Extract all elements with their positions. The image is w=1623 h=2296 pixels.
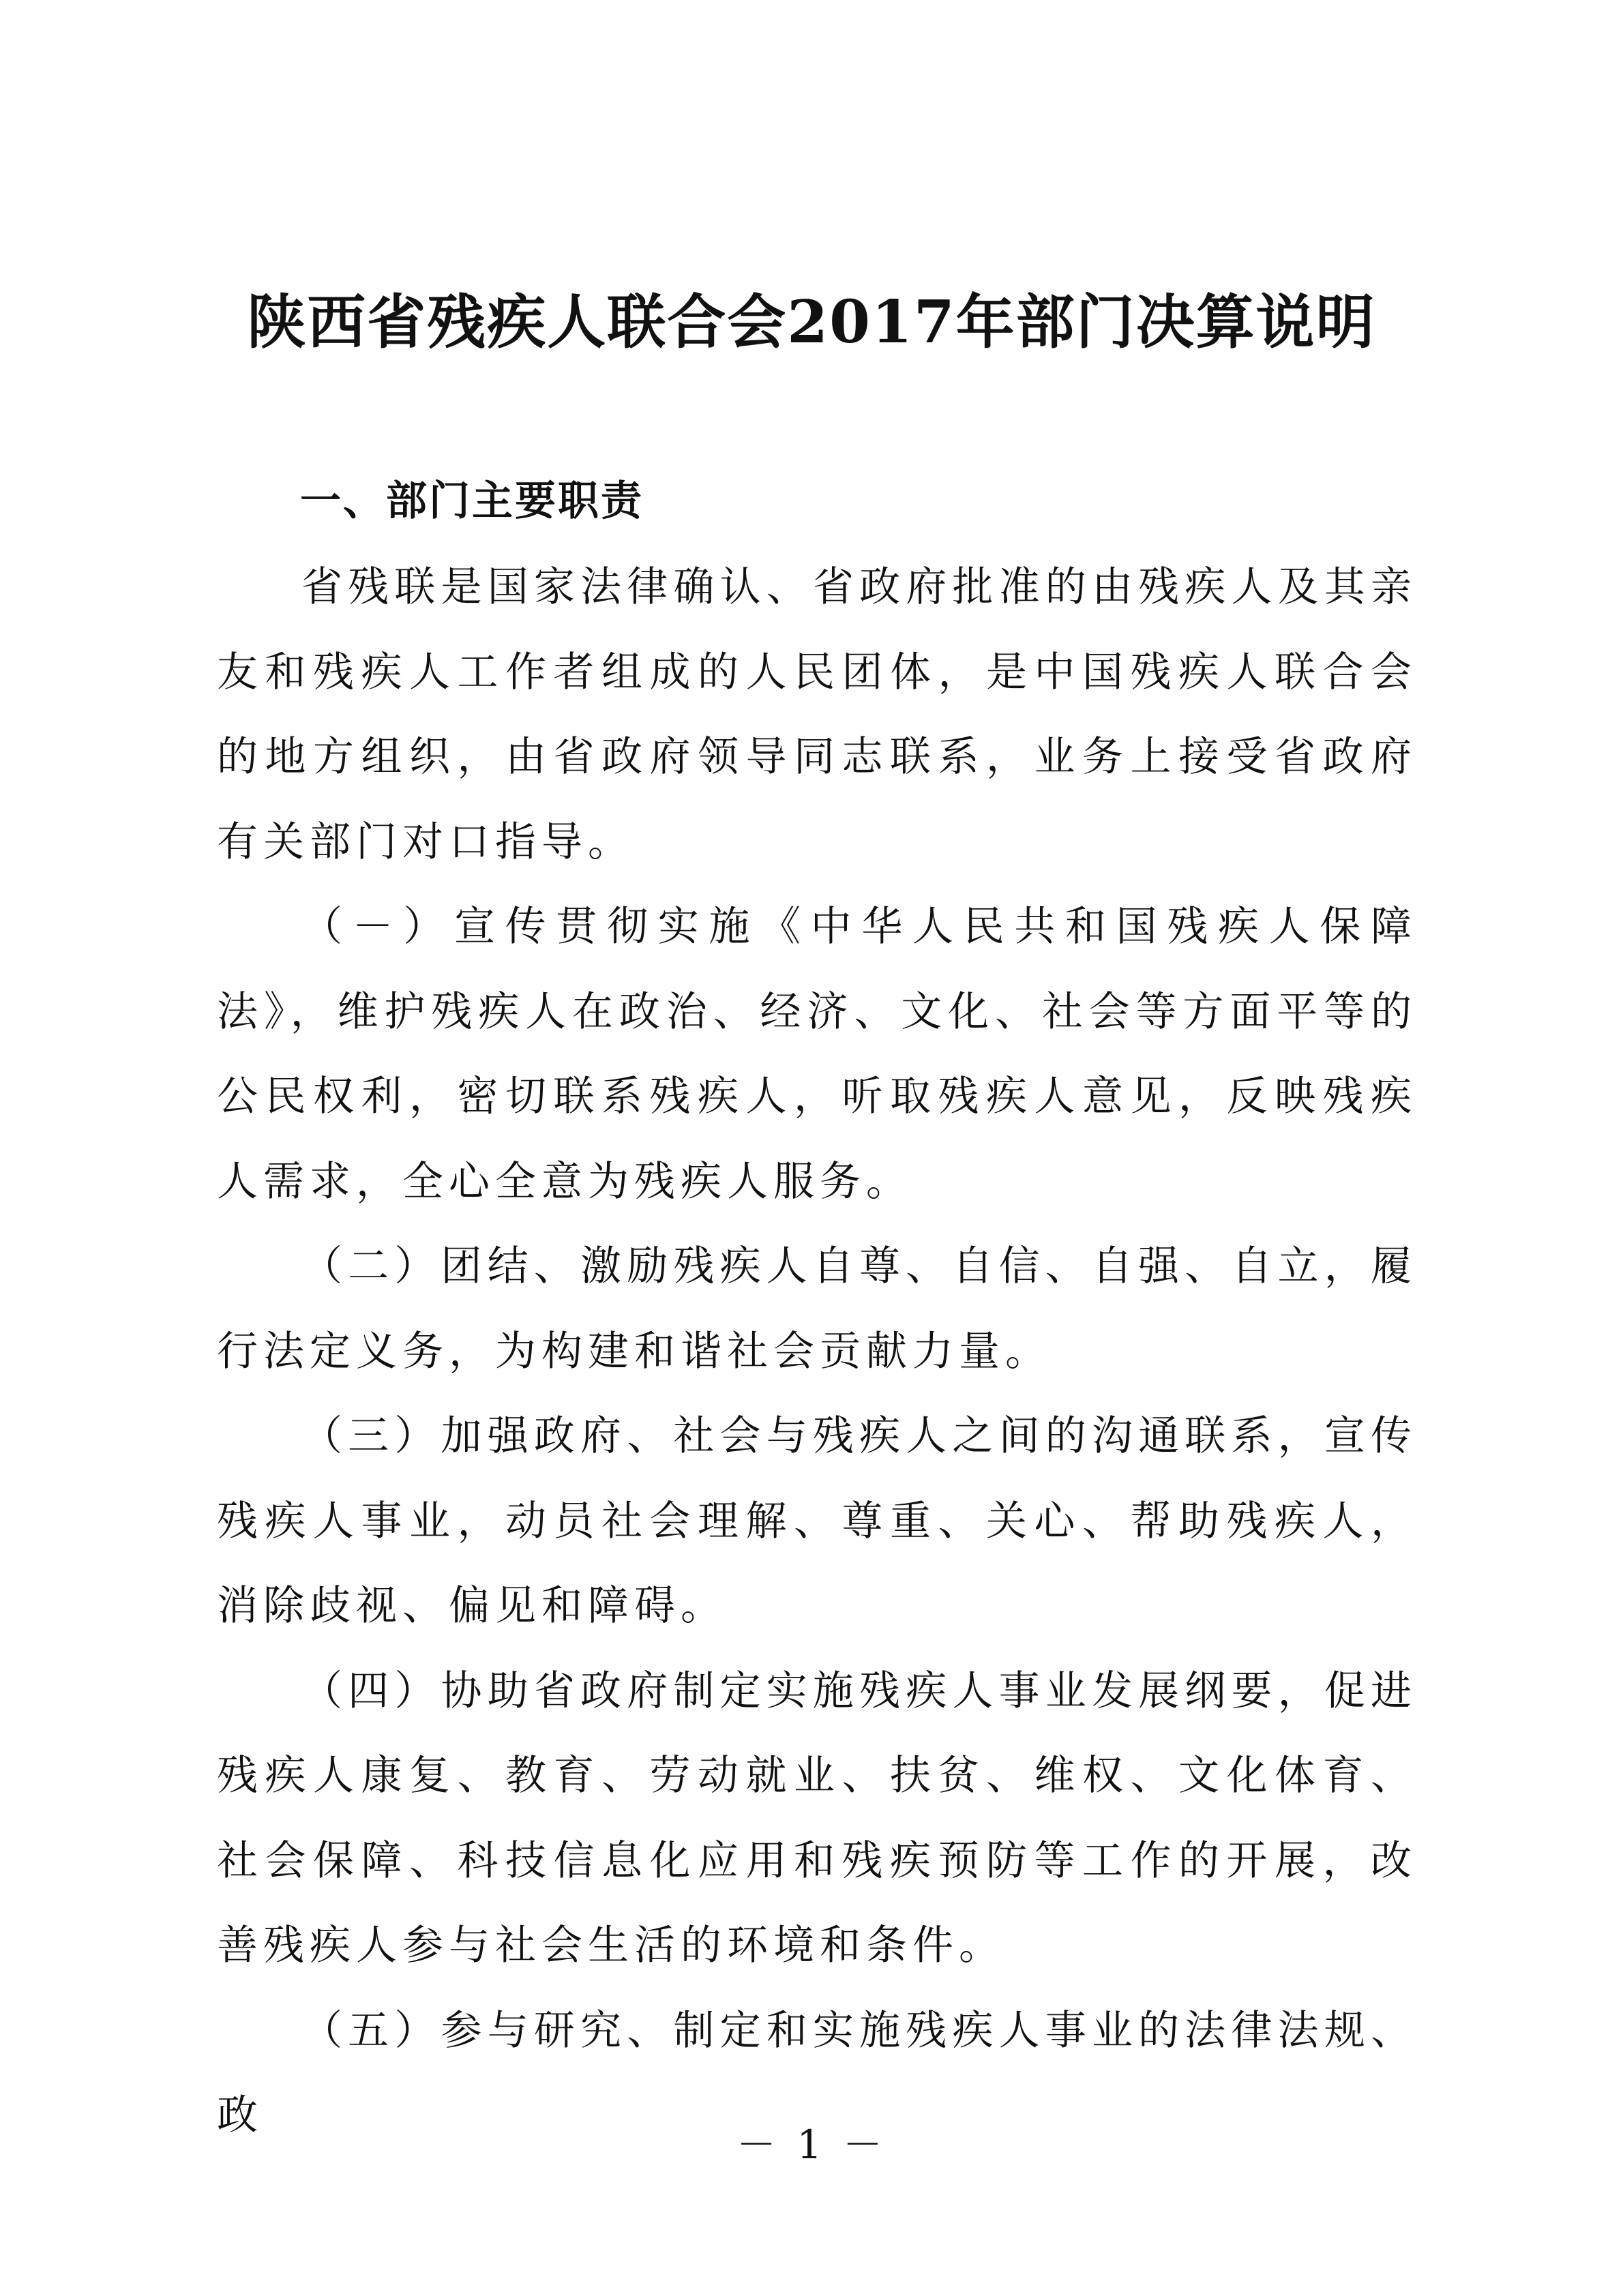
paragraph-duty-3: （三）加强政府、社会与残疾人之间的沟通联系，宣传残疾人事业，动员社会理解、尊重、关心、帮助残疾人，消除歧视、偏见和障碍。: [217, 1412, 1417, 1630]
body-text: [217, 545, 1417, 2158]
section-heading: 一、部门主要职责: [300, 477, 644, 525]
paragraph-intro: 省残联是国家法律确认、省政府批准的由残疾人及其亲友和残疾人工作者组成的人民团体，是中国残疾人联合会的地方组织，由省政府领导同志联系，业务上接受省政府有关部门对口指导。: [217, 563, 1417, 866]
paragraph-duty-5: （五）参与研究、制定和实施残疾人事业的法律法规、政: [217, 2006, 1417, 2139]
paragraph-duty-1: （－）宣传贯彻实施《中华人民共和国残疾人保障法》，维护残疾人在政治、经济、文化、社会等方面平等的公民权利，密切联系残疾人，听取残疾人意见，反映残疾人需求，全心全意为残疾人服务。: [217, 903, 1417, 1206]
paragraph-duty-2: （二）团结、激励残疾人自尊、自信、自强、自立，履行法定义务，为构建和谐社会贡献力量。: [217, 1242, 1417, 1375]
page-number: － 1 －: [736, 2121, 887, 2168]
paragraph-duty-4: （四）协助省政府制定实施残疾人事业发展纲要，促进残疾人康复、教育、劳动就业、扶贫、维权、文化体育、社会保障、科技信息化应用和残疾预防等工作的开展，改善残疾人参与社会生活的环境和条件。: [217, 1667, 1417, 1969]
document-title: 陕西省残疾人联合会2017年部门决算说明: [247, 288, 1376, 357]
